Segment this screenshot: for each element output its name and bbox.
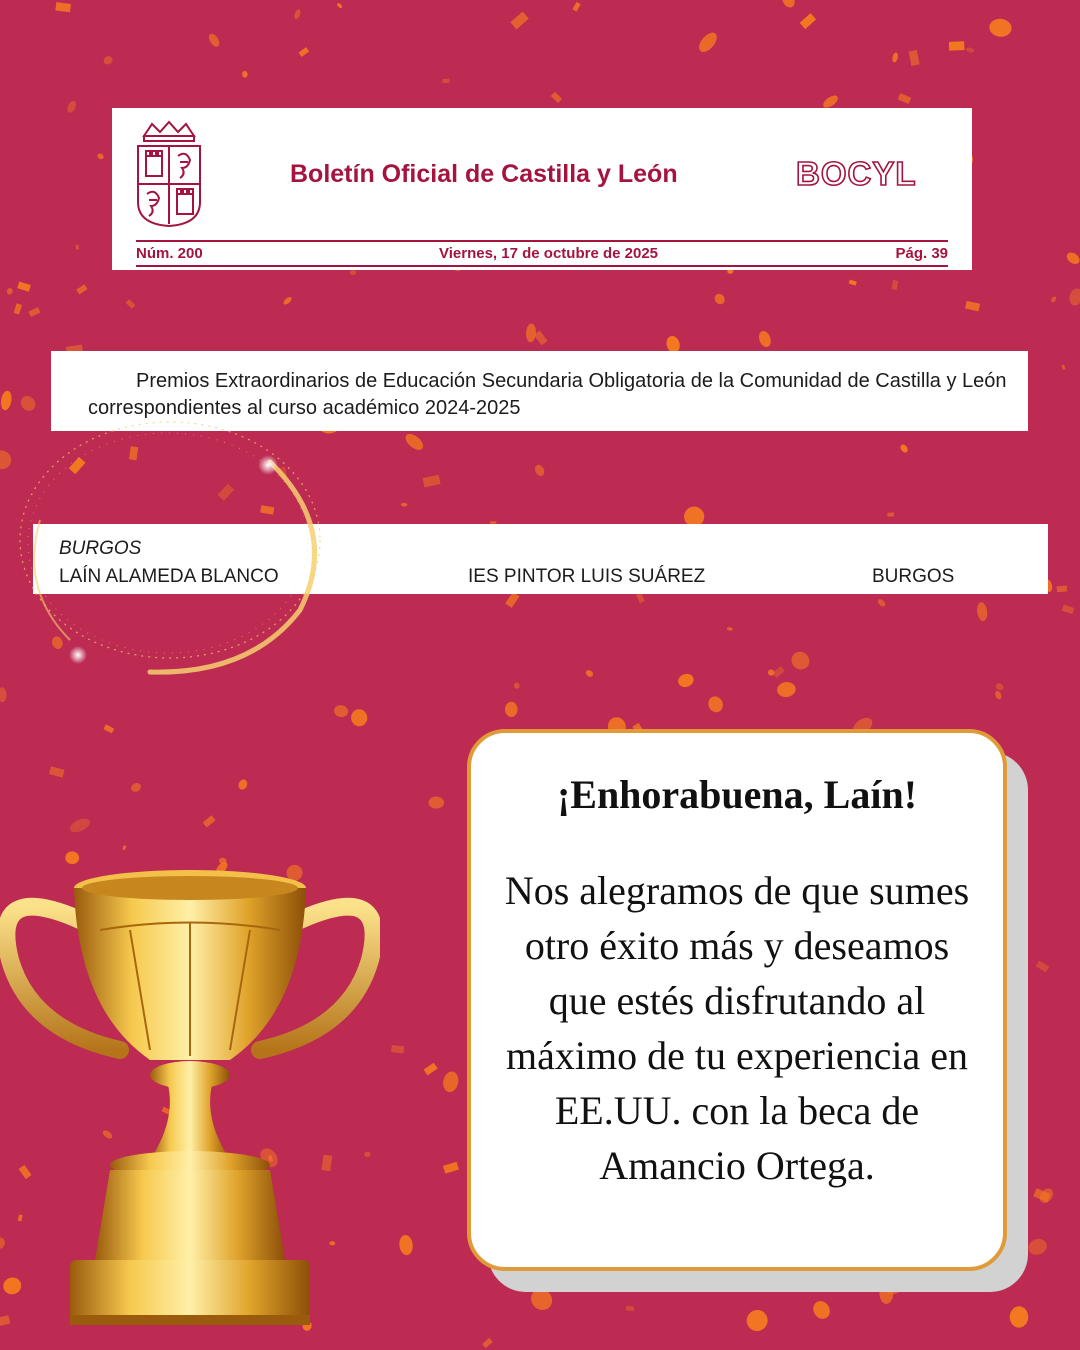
confetti-piece [28, 307, 40, 317]
issue-date: Viernes, 17 de octubre de 2025 [439, 245, 659, 262]
confetti-piece [1056, 585, 1067, 592]
confetti-piece [66, 100, 78, 114]
confetti-piece [69, 457, 86, 474]
confetti-piece [994, 690, 1003, 701]
confetti-piece [876, 598, 886, 608]
confetti-piece [713, 292, 727, 306]
confetti-piece [505, 702, 518, 717]
confetti-piece [1062, 605, 1075, 615]
confetti-piece [887, 512, 894, 516]
confetti-piece [428, 796, 444, 808]
confetti-piece [1036, 961, 1050, 973]
confetti-piece [757, 329, 773, 348]
confetti-piece [282, 296, 293, 306]
header-rule [136, 240, 948, 242]
confetti-piece [423, 475, 441, 488]
confetti-piece [129, 446, 138, 460]
awards-caption: Premios Extraordinarios de Educación Secundaria Obligatoria de la Comunidad de Castilla y León correspondientes al curso académico 2024-2025 [88, 370, 1007, 419]
confetti-piece [898, 93, 912, 104]
coat-of-arms-icon [134, 120, 204, 228]
confetti-piece [810, 1298, 833, 1322]
confetti-piece [727, 627, 733, 631]
confetti-piece [126, 299, 136, 309]
entry-province: BURGOS [59, 538, 142, 559]
confetti-piece [242, 71, 248, 78]
confetti-piece [988, 18, 1012, 38]
congrats-title: ¡Enhorabuena, Laín! [556, 772, 918, 817]
confetti-piece [203, 815, 216, 827]
confetti-piece [217, 484, 234, 501]
confetti-piece [676, 672, 695, 689]
confetti-piece [391, 1045, 404, 1053]
confetti-piece [776, 681, 796, 698]
student-name: LAÍN ALAMEDA BLANCO [59, 566, 279, 587]
confetti-piece [398, 1234, 413, 1256]
confetti-piece [636, 592, 645, 603]
confetti-piece [298, 47, 309, 57]
confetti-piece [1067, 287, 1080, 307]
confetti-piece [976, 602, 988, 622]
confetti-piece [50, 635, 64, 650]
confetti-piece [1050, 296, 1057, 304]
confetti-piece [49, 766, 65, 777]
congrats-message: Nos alegramos de que sumes otro éxito más y deseamos que estés disfrutando al máximo de tu experiencia en EE.UU. con la beca de Amancio Ortega. [504, 868, 970, 1188]
confetti-piece [442, 79, 449, 84]
confetti-piece [103, 724, 114, 733]
confetti-piece [533, 463, 546, 477]
confetti-piece [6, 287, 14, 295]
confetti-piece [293, 8, 302, 20]
city-name: BURGOS [872, 566, 955, 587]
confetti-piece [584, 669, 594, 679]
confetti-piece [525, 323, 536, 343]
confetti-piece [17, 282, 31, 292]
confetti-piece [96, 152, 104, 160]
confetti-piece [696, 29, 720, 55]
confetti-piece [18, 393, 38, 414]
confetti-piece [350, 708, 368, 727]
confetti-piece [572, 2, 580, 12]
confetti-piece [443, 1162, 459, 1174]
confetti-piece [333, 704, 349, 719]
confetti-piece [336, 2, 343, 9]
confetti-piece [441, 1070, 460, 1093]
confetti-piece [849, 280, 857, 286]
confetti-piece [207, 32, 222, 49]
confetti-piece [706, 694, 726, 715]
confetti-piece [1062, 365, 1066, 370]
issue-number: Núm. 200 [136, 245, 203, 262]
confetti-piece [891, 52, 898, 63]
confetti-piece [237, 778, 249, 791]
confetti-piece [909, 50, 920, 66]
confetti-piece [0, 390, 13, 411]
confetti-piece [891, 280, 898, 290]
confetti-piece [76, 245, 79, 250]
confetti-piece [68, 816, 92, 835]
confetti-piece [510, 12, 528, 30]
bocyl-logo: BOCYL [796, 155, 917, 192]
confetti-piece [401, 503, 408, 507]
bocyl-header [112, 108, 972, 270]
confetti-piece [949, 41, 965, 50]
confetti-piece [14, 303, 22, 314]
confetti-piece [780, 0, 797, 10]
page-number: Pág. 39 [895, 245, 948, 262]
bulletin-title: Boletín Oficial de Castilla y León [290, 160, 678, 188]
confetti-piece [626, 1306, 634, 1311]
confetti-piece [505, 592, 519, 608]
confetti-piece [123, 845, 127, 850]
confetti-piece [772, 666, 785, 678]
school-name: IES PINTOR LUIS SUÁREZ [468, 566, 706, 587]
confetti-piece [129, 781, 142, 793]
confetti-piece [513, 682, 520, 689]
trophy-icon [0, 860, 380, 1340]
awards-caption-box [51, 351, 1028, 431]
confetti-piece [260, 505, 274, 514]
confetti-piece [0, 447, 14, 472]
confetti-piece [349, 270, 356, 276]
confetti-piece [55, 2, 71, 12]
confetti-piece [965, 301, 980, 312]
student-entry [33, 524, 1048, 594]
confetti-piece [0, 687, 7, 702]
confetti-piece [965, 47, 974, 54]
confetti-piece [551, 92, 562, 103]
confetti-piece [76, 284, 87, 294]
confetti-piece [743, 1306, 772, 1335]
confetti-piece [102, 55, 114, 67]
confetti-piece [800, 13, 816, 29]
confetti-piece [1009, 1306, 1028, 1328]
confetti-piece [788, 648, 813, 673]
congrats-card [467, 729, 1007, 1271]
confetti-piece [279, 467, 288, 479]
confetti-piece [424, 1063, 438, 1076]
confetti-piece [1026, 1236, 1049, 1257]
confetti-piece [482, 1338, 493, 1348]
confetti-piece [1065, 250, 1080, 266]
header-rule [136, 265, 948, 267]
confetti-piece [403, 431, 426, 453]
confetti-piece [994, 682, 1004, 692]
confetti-piece [899, 443, 909, 454]
